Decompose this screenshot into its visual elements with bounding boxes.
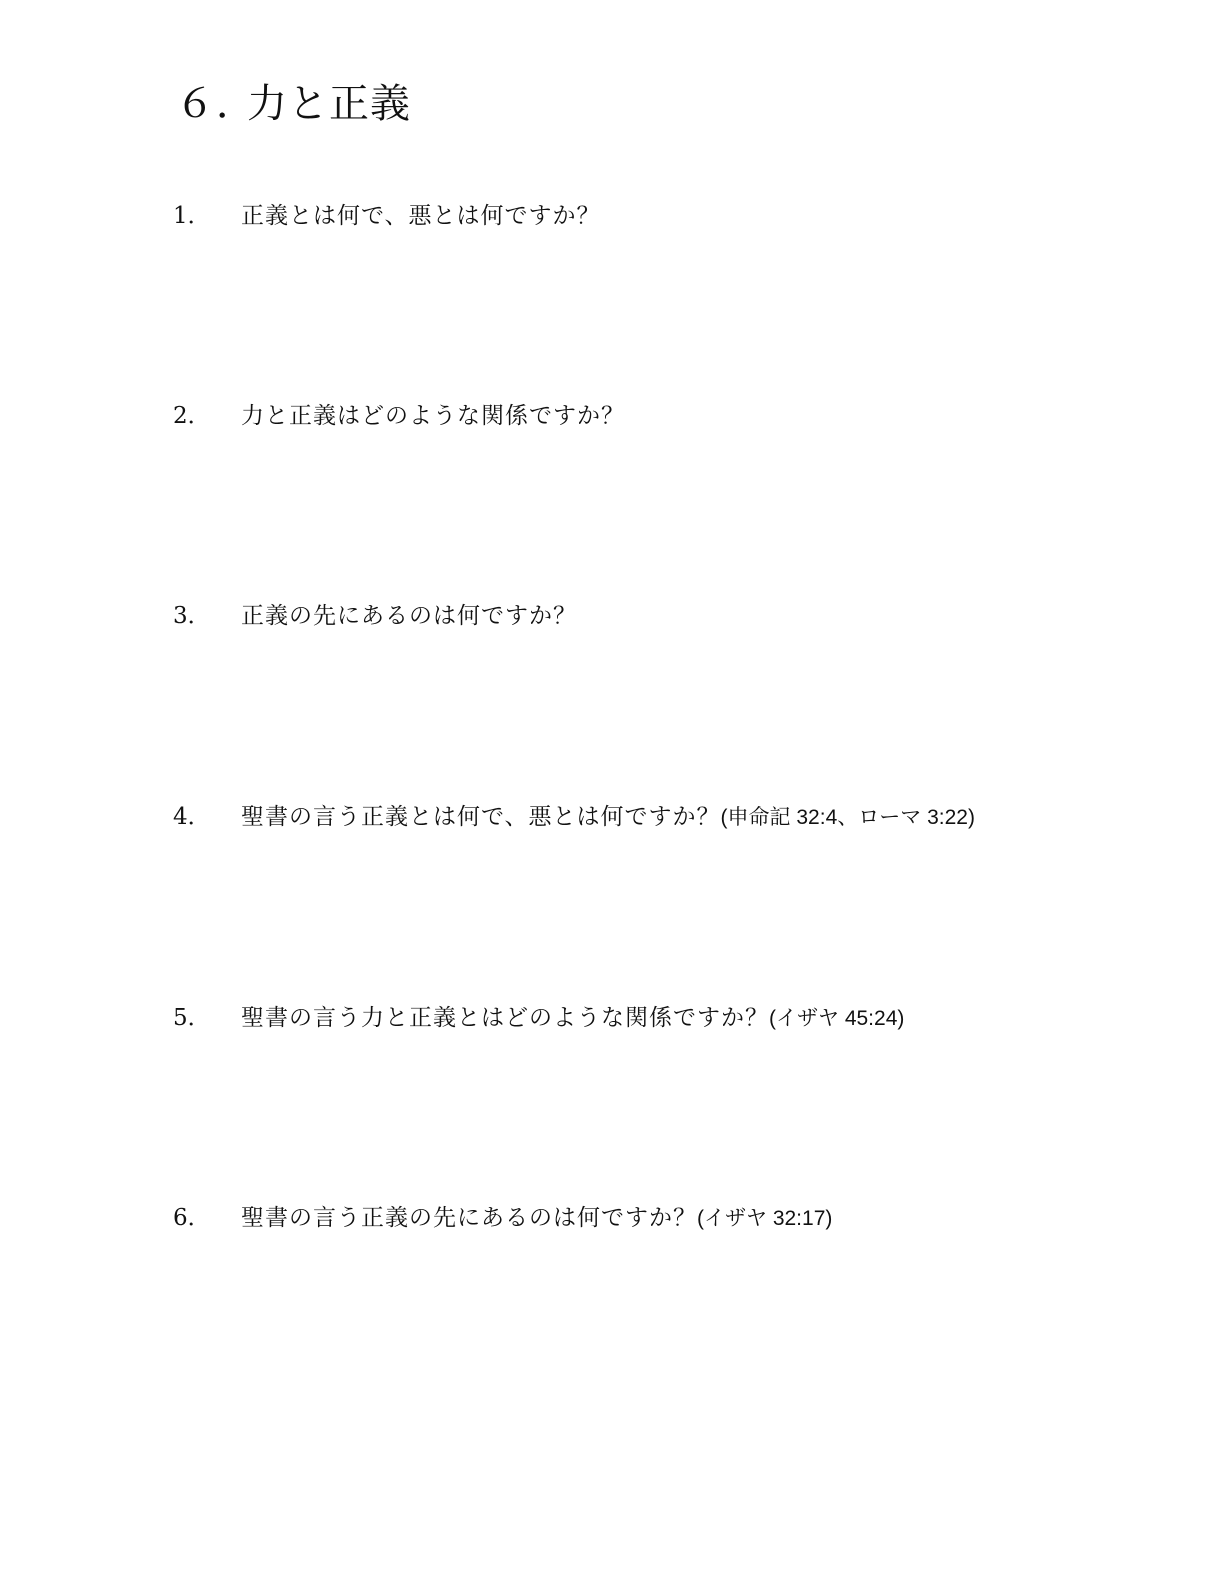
question-number: 4． [173,804,211,830]
question-number: 1． [173,203,211,229]
question-body: 聖書の言う正義の先にあるのは何ですか？ [241,1205,697,1231]
question-text [241,399,625,434]
question-body: 聖書の言う正義とは何で、悪とは何ですか？ [241,804,721,830]
question-text [241,199,601,234]
question-number: 3． [173,603,211,629]
question-text [241,1201,832,1236]
question-reference: (イザヤ 32:17) [697,1207,833,1230]
question-text [241,599,577,634]
question-body: 聖書の言う力と正義とはどのような関係ですか？ [241,1005,769,1031]
question-body: 正義とは何で、悪とは何ですか？ [241,203,601,229]
question-reference: (申命記 32:4、ローマ 3:22) [720,806,975,829]
question-reference: (イザヤ 45:24) [769,1007,905,1030]
title-text: 力と正義 [247,81,411,127]
question-number: 6． [173,1205,211,1231]
question-text [241,800,975,835]
question-number: 5． [173,1005,211,1031]
title-number: ６． [175,81,257,127]
question-body: 力と正義はどのような関係ですか？ [241,403,625,429]
question-text [241,1001,904,1036]
question-number: 2． [173,403,211,429]
page-title [175,78,411,130]
question-body: 正義の先にあるのは何ですか？ [241,603,577,629]
